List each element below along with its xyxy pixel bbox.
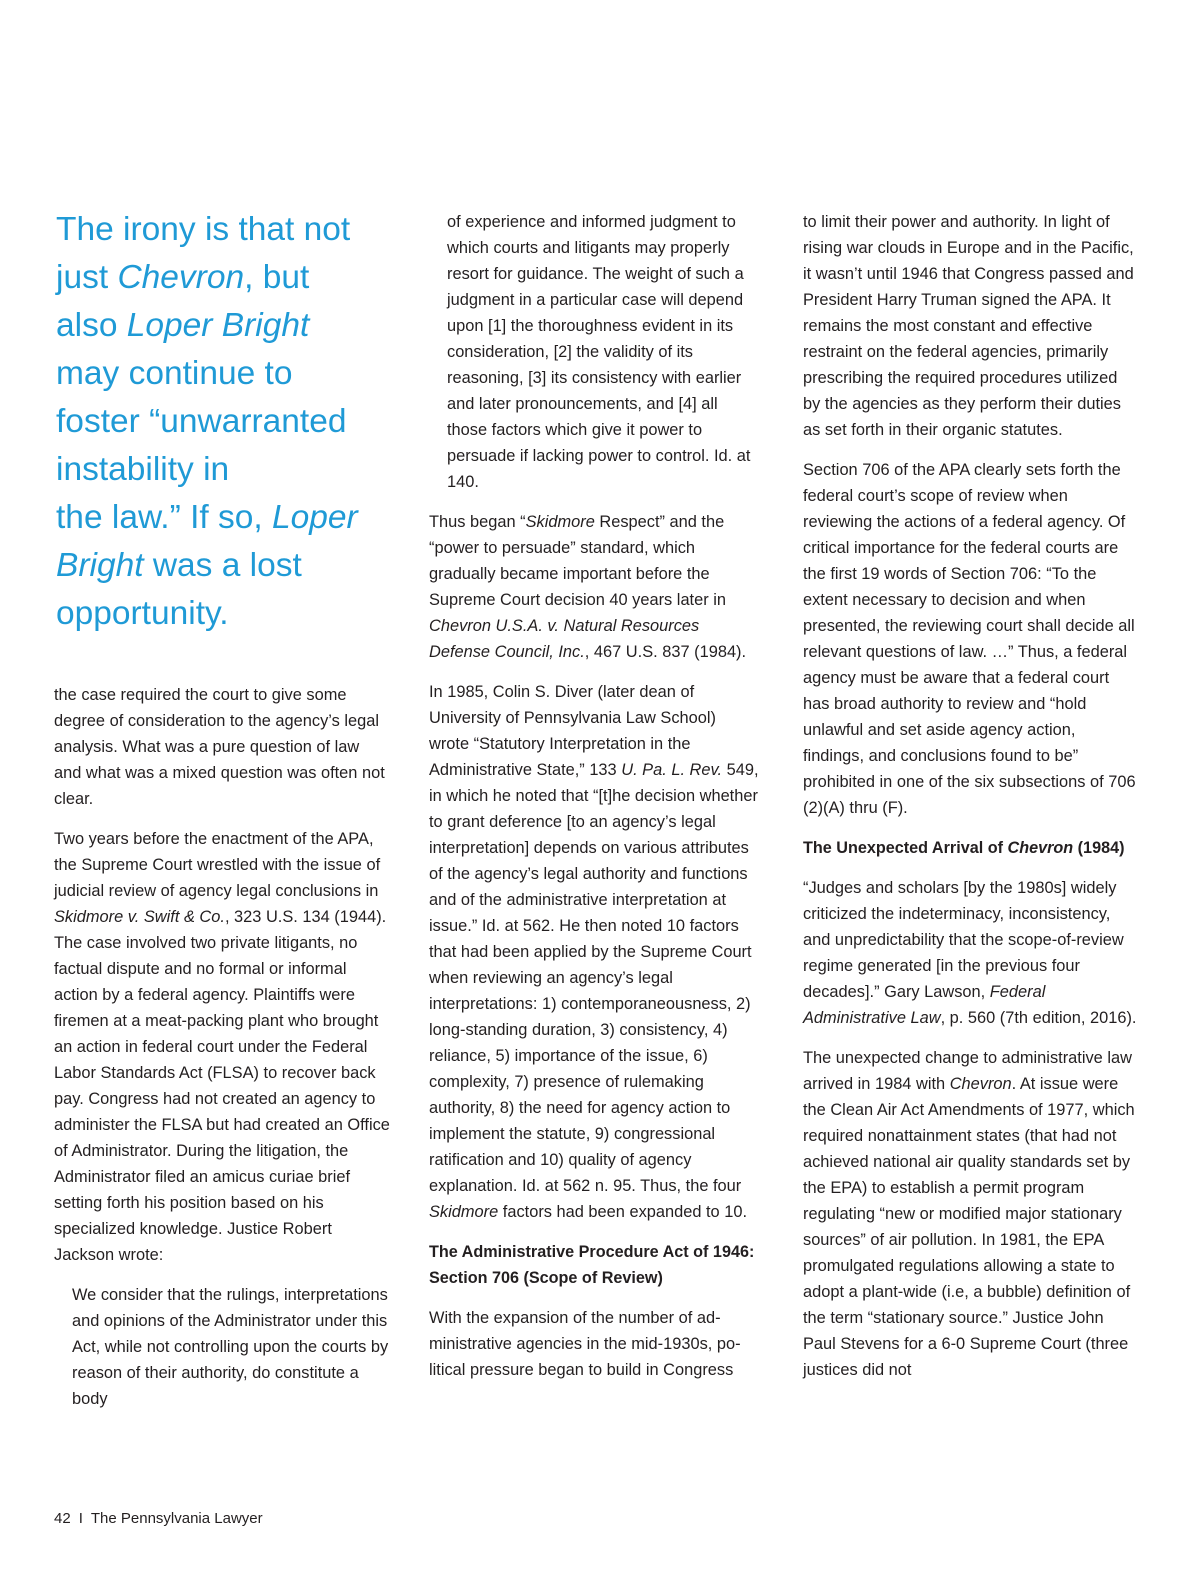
body-paragraph: The unexpected change to administrative law arrived in 1984 with Chevron. At issue were the Clean Air Act Amendments of 1977, which required nonattainment states (that had not achieved national air quality standards set by the EPA) to establish a permit program regulating “new or modified major stationary sources” of air pollution. In 1981, the EPA promulgated regulations allowing a state to adopt a plant-wide (i.e, a bubble) definition of the term “stationary source.” Justice John Paul Stevens for a 6-0 Supreme Court (three justices did not [803,1049,1135,1379]
block-quote: of experience and informed judgment to which courts and litigants may properly resort for guidance. The weight of such a judgment in a particular case will depend upon [1] the thoroughness evident in its consideration, [2] the validity of its reasoning, [3] its consistency with earlier and later pronouncements, and [4] all those factors which give it power to persuade if lacking power to control. Id. at 140. [447,213,751,491]
body-paragraph: Thus began “Skidmore Respect” and the “power to persuade” standard, which gradually became important before the Supreme Court decision 40 years later in Chevron U.S.A. v. Natural Resources Defense Council, Inc., 467 U.S. 837 (1984). [429,513,747,661]
body-paragraph: the case required the court to give some degree of consideration to the agency’s legal analysis. What was a pure question of law and what was a mixed question was often not clear. [54,686,385,808]
footer-separator: I [78,1510,83,1527]
body-paragraph: With the expansion of the number of administrative agencies in the mid-1930s, political pressure began to build in Congress [429,1309,741,1379]
column-middle [429,209,759,1383]
column-right [803,209,1139,1383]
body-paragraph: to limit their power and authority. In light of rising war clouds in Europe and in the Pacific, it wasn’t until 1946 that Congress passed and President Harry Truman signed the APA. It remains the most constant and effective restraint on the federal agencies, primarily prescribing the required procedures utilized by the agencies as they perform their duties as set forth in their organic statutes. [803,213,1134,439]
body-paragraph: “Judges and scholars [by the 1980s] widely criticized the indeterminacy, inconsistency, and unpredictability that the scope-of-review regime generated [in the previous four decades].” Gary Lawson, Federal Administrative Law, p. 560 (7th edition, 2016). [803,879,1137,1027]
column-left [54,682,390,1412]
body-paragraph: Two years before the enactment of the APA, the Supreme Court wrestled with the issue of judicial review of agency legal conclusions in Skidmore v. Swift & Co., 323 U.S. 134 (1944). The case involved two private litigants, no factual dispute and no formal or informal action by a federal agency. Plaintiffs were firemen at a meat-packing plant who brought an action in federal court under the Federal Labor Standards Act (FLSA) to recover back pay. Congress had not created an agency to administer the FLSA but had created an Office of Administrator. During the litigation, the Administrator filed an amicus curiae brief setting forth his position based on his specialized knowledge. Justice Robert Jackson wrote: [54,830,390,1264]
page-number: 42 [54,1510,71,1527]
page-footer [54,1510,263,1527]
publication-name: The Pennsylvania Lawyer [90,1510,263,1527]
section-heading: The Unexpected Arrival of Chevron (1984) [803,839,1125,857]
block-quote: We consider that the rulings, interpretations and opinions of the Administrator under this Act, while not controlling upon the courts by reason of their authority, do constitute a body [72,1286,389,1408]
body-paragraph: Section 706 of the APA clearly sets forth the federal court’s scope of review when reviewing the actions of a federal agency. Of critical importance for the federal courts are the first 19 words of Section 706: “To the extent necessary to decision and when presented, the reviewing court shall decide all relevant questions of law. …” Thus, a federal agency must be aware that a federal court has broad authority to review and “hold unlawful and set aside agency action, findings, and conclusions found to be” prohibited in one of the six subsections of 706 (2)(A) thru (F). [803,461,1136,817]
pull-quote: The irony is that not just Chevron, but also Loper Bright may continue to foster “unwarranted instability in the law.” If so, Loper Bright was a lost opportunity. [56,211,358,632]
section-heading: The Administrative Procedure Act of 1946: Section 706 (Scope of Review) [429,1243,755,1287]
body-paragraph: In 1985, Colin S. Diver (later dean of University of Pennsylvania Law School) wrote “Statutory Interpretation in the Administrative State,” 133 U. Pa. L. Rev. 549, in which he noted that “[t]he decision whether to grant deference [to an agency’s legal interpretation] depends on various attributes of the agency’s legal authority and functions and of the administrative interpretation at issue.” Id. at 562. He then noted 10 factors that had been applied by the Supreme Court when reviewing an agency’s legal interpretations: 1) contemporaneousness, 2) long-standing duration, 3) consistency, 4) reliance, 5) importance of the issue, 6) complexity, 7) presence of rulemaking authority, 8) the need for agency action to implement the statute, 9) congressional ratification and 10) quality of agency explanation. Id. at 562 n. 95. Thus, the four Skidmore factors had been expanded to 10. [429,683,759,1221]
